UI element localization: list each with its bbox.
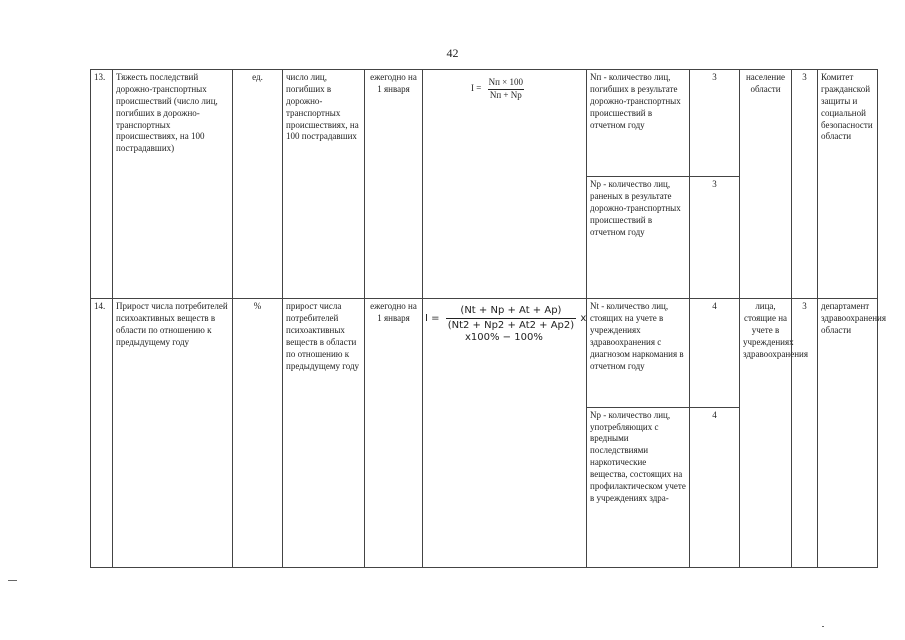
indicators-table xyxy=(90,69,887,568)
variable-description: Np - количество лиц, раненых в результате дорожно-транспортных происшествий в отчетном году xyxy=(587,177,690,299)
row-number: 14. xyxy=(91,299,113,568)
variable-description: Nп - количество лиц, погибших в результате дорожно-транспортных происшествий в отчетном году xyxy=(587,70,690,177)
scan-mark xyxy=(8,580,17,581)
indicator-name: Прирост числа потребителей психоактивных веществ в области по отношению к предыдущему году xyxy=(113,299,233,568)
formula-times: x xyxy=(580,313,587,325)
method-code: 3 xyxy=(792,70,818,299)
population-group: население области xyxy=(740,70,792,299)
variable-code: 4 xyxy=(690,299,740,407)
responsible-body: Комитет гражданской защиты и социальной безопасности области xyxy=(818,70,878,299)
row-number: 13. xyxy=(91,70,113,299)
unit-of-measure: ед. xyxy=(233,70,283,299)
formula-tail: x100% − 100% xyxy=(465,332,543,344)
scan-dot xyxy=(822,626,824,627)
variable-description: Nt - количество лиц, стоящих на учете в учреждениях здравоохранения с диагнозом наркомания в отчетном году xyxy=(587,299,690,407)
periodicity: ежегодно на 1 января xyxy=(365,70,423,299)
indicator-definition: прирост числа потребителей психоактивных веществ в области по отношению к предыдущему году xyxy=(283,299,365,568)
formula xyxy=(423,299,587,568)
page-number: 42 xyxy=(446,46,459,60)
table-row xyxy=(91,70,878,177)
formula-numerator: (Nt + Np + At + Ap) xyxy=(460,305,562,317)
formula-denominator: Nп + Np xyxy=(489,89,522,100)
indicator-definition: число лиц, погибших в дорожно-транспортных происшествиях, на 100 пострадавших xyxy=(283,70,365,299)
responsible-body: департамент здравоохранения области xyxy=(818,299,878,568)
variable-code: 3 xyxy=(690,70,740,177)
periodicity: ежегодно на 1 января xyxy=(365,299,423,568)
formula-lhs: I = xyxy=(425,313,440,325)
population-group: лица, стоящие на учете в учреждениях здравоохранения xyxy=(740,299,792,568)
formula-numerator: Nп × 100 xyxy=(488,77,523,87)
method-code: 3 xyxy=(792,299,818,568)
formula-denominator: (Nt2 + Np2 + At2 + Ap2) xyxy=(447,319,575,331)
table-row xyxy=(91,299,878,407)
formula xyxy=(423,70,587,299)
variable-code: 4 xyxy=(690,407,740,567)
indicator-name: Тяжесть последствий дорожно-транспортных происшествий (число лиц, погибших в дорожно-транспортных происшествиях, на 100 пострадавших) xyxy=(113,70,233,299)
formula-lhs: I = xyxy=(471,83,482,94)
unit-of-measure: % xyxy=(233,299,283,568)
variable-description: Np - количество лиц, употребляющих с вредными последствиями наркотические вещества, состоящих на профилактическом учете в учреждениях здра- xyxy=(587,407,690,567)
variable-code: 3 xyxy=(690,177,740,299)
